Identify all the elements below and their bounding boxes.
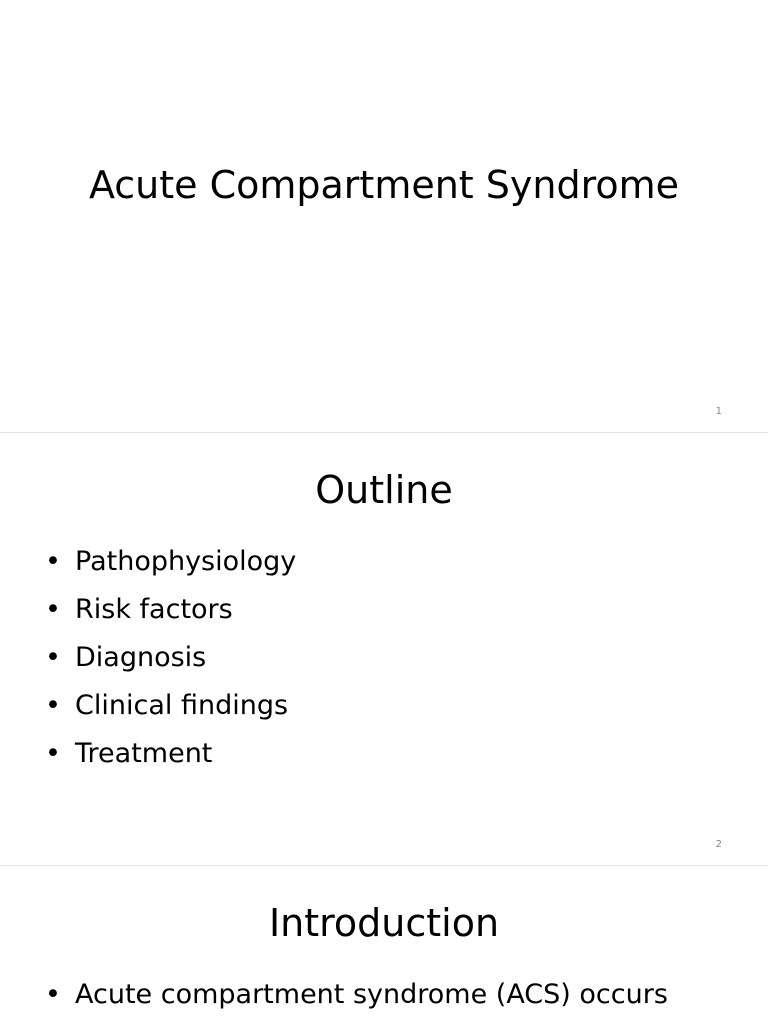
bullet-item: • Diagnosis <box>45 634 296 682</box>
bullet-item: • Acute compartment syndrome (ACS) occurs <box>45 971 668 1019</box>
slide-heading: Outline <box>315 468 453 512</box>
slide-heading: Introduction <box>268 901 500 945</box>
slide-1 <box>0 0 768 432</box>
slide-3 <box>0 866 768 1024</box>
slide-title: Acute Compartment Syndrome <box>88 163 680 207</box>
bullet-list <box>45 538 296 778</box>
bullet-item: • Pathophysiology <box>45 538 296 586</box>
bullet-item: • Clinical findings <box>45 682 296 730</box>
slide-2 <box>0 433 768 865</box>
bullet-item: • Risk factors <box>45 586 296 634</box>
slide-number: 1 <box>715 406 722 417</box>
slide-number: 2 <box>715 839 722 850</box>
bullet-item: • Treatment <box>45 730 296 778</box>
bullet-list <box>45 971 668 1019</box>
